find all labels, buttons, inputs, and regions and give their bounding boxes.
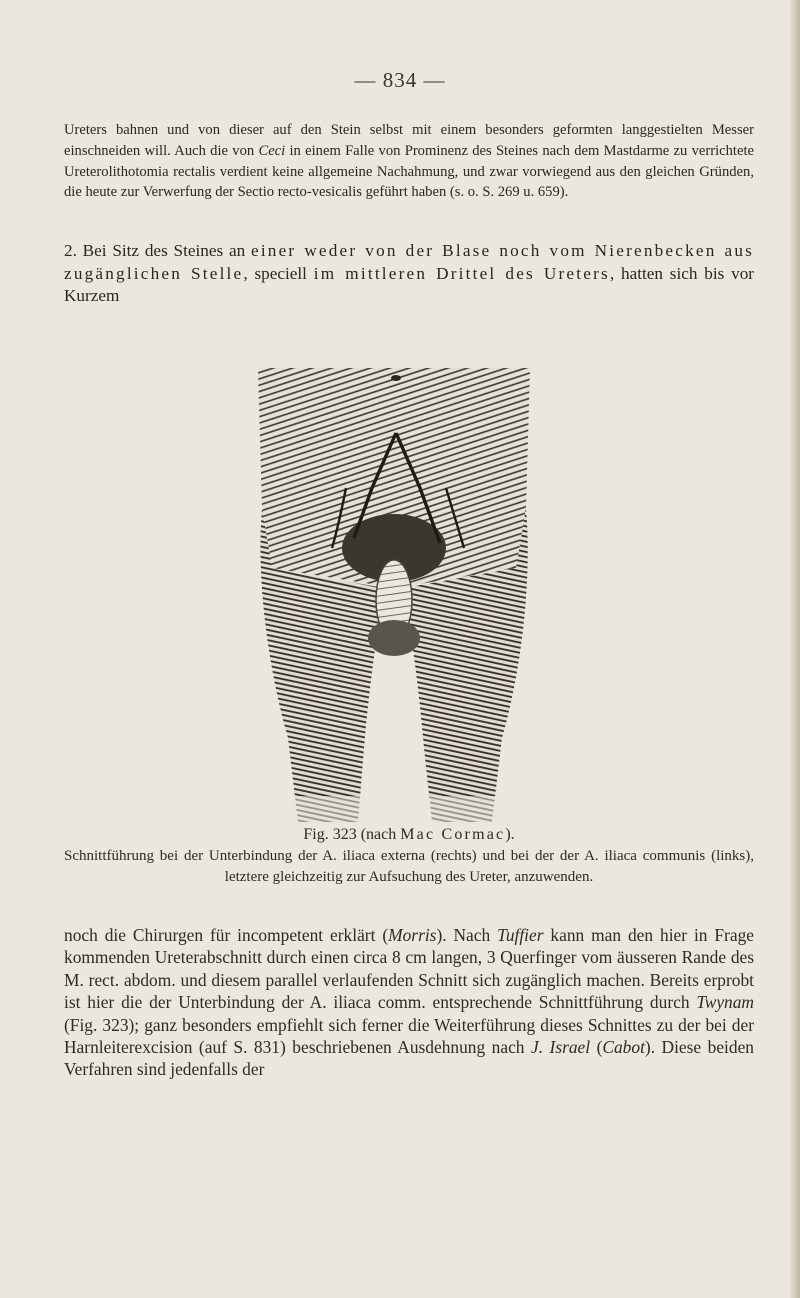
text-run: (Fig. 323); ganz besonders empfiehlt sich ferner die Weiterführung dieses Schnittes zu der bei der Harnleiterexcision (auf S. 831) beschriebenen Ausdehnung nach (64, 1014, 754, 1058)
text-run: ( (590, 1037, 603, 1058)
text-run: kann man den hier in Frage kommenden Ureterabschnitt durch einen circa 8 cm langen, 3 Querfinger vom äusseren Rande des M. rect. abdom. und diesem parallel verlaufenden Schnitt sich zugänglich machen. Bereits erprobt ist hier die der Unterbindung der A. iliaca comm. entsprechende Schnittführung durch (64, 925, 754, 1013)
umbilicus-drawing (391, 375, 401, 381)
author-tuffier: Tuffier (497, 925, 544, 945)
figure-caption (64, 824, 754, 889)
emphasis-spaced: im mittleren Drittel des Ureters (313, 263, 610, 283)
paragraph-section-2 (64, 240, 754, 308)
page-number: — 834 — (354, 68, 446, 92)
author-israel: J. Israel (530, 1037, 591, 1058)
caption-title-prefix: Fig. 323 (nach (303, 826, 401, 843)
text-run: in einem Falle von Prominenz des Steines nach dem Mastdarme zu verrichtete Ureterolithotomia rectalis verdient keine allgemeine Nachahmung, und zwar vorwiegend aus den gleichen Gründen, die heute zur Verwerfung der Sectio recto-vesicalis geführt haben (s. o. S. 269 u. 659). (64, 142, 754, 201)
emphasis-spaced: einer weder von der Blase noch vom Nierenbecken aus zugänglichen Stelle (64, 241, 754, 283)
text-run: 2. Bei Sitz des Steines an (64, 241, 251, 260)
caption-title (64, 824, 754, 846)
text-run: ). Nach (436, 925, 498, 945)
caption-body: Schnittführung bei der Unterbindung der A. iliaca externa (rechts) und bei der der A. iliaca communis (links), letztere gleichzeitig zur Aufsuchung des Ureter, anzuwenden. (64, 847, 754, 885)
caption-author: Mac Cormac (400, 826, 506, 843)
author-twynam: Twynam (696, 992, 754, 1013)
author-morris: Morris (388, 925, 437, 945)
anatomical-figure (246, 338, 542, 822)
text-run: , hatten sich bis vor Kurzem (64, 263, 755, 305)
author-ceci: Ceci (258, 142, 286, 159)
author-cabot: Cabot (602, 1037, 645, 1058)
caption-title-suffix: ). (505, 826, 515, 843)
figure-bottom-fade (246, 796, 542, 822)
paragraph-ureterolithotomia (64, 120, 754, 203)
text-run: noch die Chirurgen für incompetent erklärt ( (64, 925, 389, 945)
paragraph-chirurgen (64, 924, 754, 1081)
page-edge-shadow (790, 0, 800, 1298)
text-run: , speciell (243, 263, 314, 283)
text-run: ). Diese beiden Verfahren sind jedenfalls der (64, 1037, 754, 1080)
scrotum-drawing (368, 620, 420, 656)
text-run: Ureters bahnen und von dieser auf den Stein selbst mit einem besonders geformten langgestielten Messer einschneiden will. Auch die von (64, 122, 754, 159)
